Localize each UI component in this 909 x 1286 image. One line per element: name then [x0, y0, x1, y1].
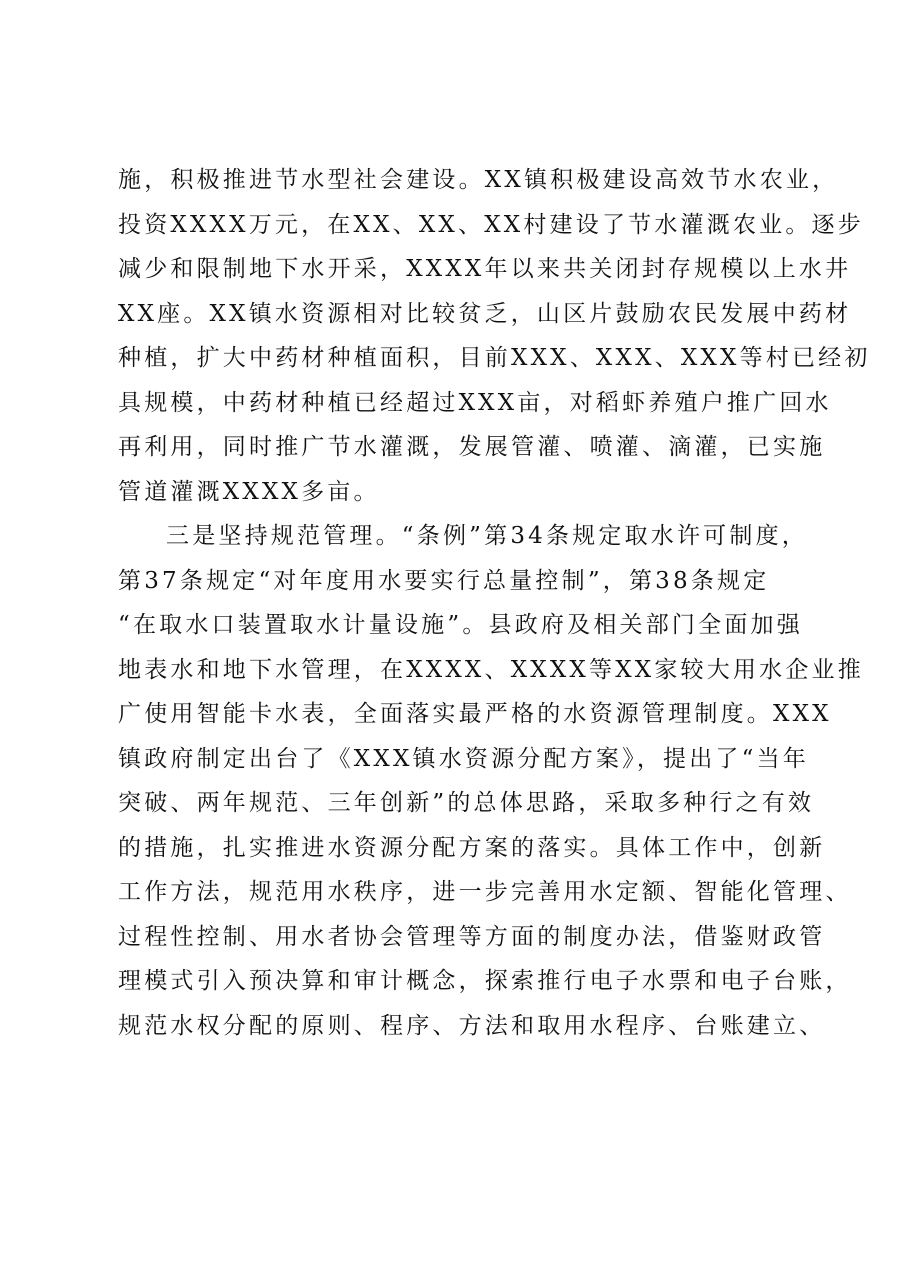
text-line: 投资XXXX万元，在XX、XX、XX村建设了节水灌溉农业。逐步	[118, 211, 864, 238]
text-line: 理模式引入预决算和审计概念，探索推行电子水票和电子台账，	[118, 968, 852, 994]
text-line: 减少和限制地下水开采，XXXX年以来共关闭封存规模以上水井	[118, 256, 852, 282]
text-line: XX座。XX镇水资源相对比较贫乏，山区片鼓励农民发展中药材	[118, 300, 852, 327]
text-line: 再利用，同时推广节水灌溉，发展管灌、喷灌、滴灌，已实施	[118, 434, 826, 460]
text-line: 工作方法，规范用水秩序，进一步完善用水定额、智能化管理、	[118, 879, 852, 905]
text-line: 地表水和地下水管理，在XXXX、XXXX等XX家较大用水企业推	[118, 656, 864, 683]
text-line: 的措施，扎实推进水资源分配方案的落实。具体工作中，创新	[118, 834, 826, 861]
text-line: 镇政府制定出台了《XXX镇水资源分配方案》，提出了“当年	[118, 745, 809, 772]
document-body	[118, 158, 871, 1048]
text-line: 种植，扩大中药材种植面积，目前XXX、XXX、XXX等村已经初	[118, 345, 871, 371]
text-line: 第37条规定“对年度用水要实行总量控制”，第38条规定	[118, 567, 770, 594]
text-line-indented: 三是坚持规范管理。“条例”第34条规定取水许可制度，	[166, 523, 808, 549]
text-line: 施，积极推进节水型社会建设。XX镇积极建设高效节水农业，	[118, 167, 839, 193]
text-line: 具规模，中药材种植已经超过XXX亩，对稻虾养殖户推广回水	[118, 389, 832, 416]
text-line: 规范水权分配的原则、程序、方法和取用水程序、台账建立、	[118, 1012, 826, 1039]
text-line: 广使用智能卡水表，全面落实最严格的水资源管理制度。XXX	[118, 701, 832, 727]
text-line: 管道灌溉XXXX多亩。	[118, 478, 380, 505]
text-line: 过程性控制、用水者协会管理等方面的制度办法，借鉴财政管	[118, 923, 826, 950]
text-line: “在取水口装置取水计量设施”。县政府及相关部门全面加强	[118, 612, 803, 638]
text-line: 突破、两年规范、三年创新”的总体思路，采取多种行之有效	[118, 790, 815, 816]
paragraph-1	[118, 158, 871, 514]
paragraph-2	[118, 514, 864, 1048]
